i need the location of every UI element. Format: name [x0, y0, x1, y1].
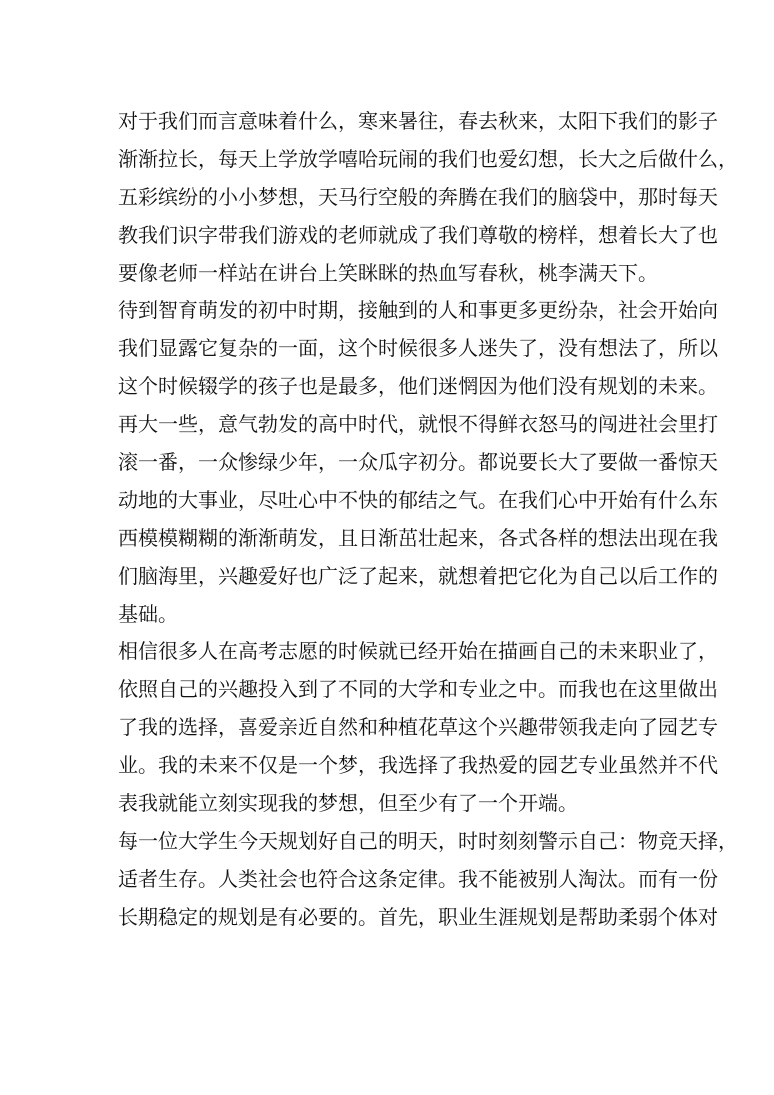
text-line-2: 渐渐拉长，每天上学放学嘻哈玩闹的我们也爱幻想，长大之后做什么， — [118, 146, 738, 171]
text-line-12: 西模模糊糊的渐渐萌发，且日渐茁壮起来，各式各样的想法出现在我 — [118, 525, 718, 550]
text-line-17: 了我的选择，喜爱亲近自然和种植花草这个兴趣带领我走向了园艺专 — [118, 715, 718, 740]
text-line-5: 要像老师一样站在讲台上笑眯眯的热血写春秋，桃李满天下。 — [118, 260, 658, 285]
text-line-18: 业。我的未来不仅是一个梦，我选择了我热爱的园艺专业虽然并不代 — [118, 753, 718, 778]
text-line-6: 待到智育萌发的初中时期，接触到的人和事更多更纷杂，社会开始向 — [118, 298, 718, 323]
text-line-19: 表我就能立刻实现我的梦想，但至少有了一个开端。 — [118, 791, 578, 816]
text-line-4: 教我们识字带我们游戏的老师就成了我们尊敬的榜样，想着长大了也 — [118, 222, 718, 247]
text-line-1: 对于我们而言意味着什么，寒来暑往，春去秋来，太阳下我们的影子 — [118, 109, 718, 133]
text-line-14: 基础。 — [118, 601, 178, 626]
text-line-16: 依照自己的兴趣投入到了不同的大学和专业之中。而我也在这里做出 — [118, 677, 718, 702]
text-line-9: 再大一些，意气勃发的高中时代，就恨不得鲜衣怒马的闯进社会里打 — [118, 412, 718, 437]
text-line-22: 长期稳定的规划是有必要的。首先，职业生涯规划是帮助柔弱个体对 — [118, 904, 718, 929]
text-line-21: 适者生存。人类社会也符合这条定律。我不能被别人淘汰。而有一份 — [118, 866, 718, 891]
text-line-8: 这个时候辍学的孩子也是最多，他们迷惘因为他们没有规划的未来。 — [118, 374, 718, 399]
document-body — [118, 103, 738, 937]
text-line-20: 每一位大学生今天规划好自己的明天，时时刻刻警示自己：物竞天择， — [118, 828, 738, 853]
text-line-3: 五彩缤纷的小小梦想，天马行空般的奔腾在我们的脑袋中，那时每天 — [118, 184, 718, 209]
text-line-10: 滚一番，一众惨绿少年，一众瓜字初分。都说要长大了要做一番惊天 — [118, 450, 718, 475]
text-line-13: 们脑海里，兴趣爱好也广泛了起来，就想着把它化为自己以后工作的 — [118, 563, 718, 588]
text-line-11: 动地的大事业，尽吐心中不快的郁结之气。在我们心中开始有什么东 — [118, 487, 718, 512]
text-line-15: 相信很多人在高考志愿的时候就已经开始在描画自己的未来职业了， — [118, 639, 718, 664]
text-line-7: 我们显露它复杂的一面，这个时候很多人迷失了，没有想法了，所以 — [118, 336, 718, 361]
